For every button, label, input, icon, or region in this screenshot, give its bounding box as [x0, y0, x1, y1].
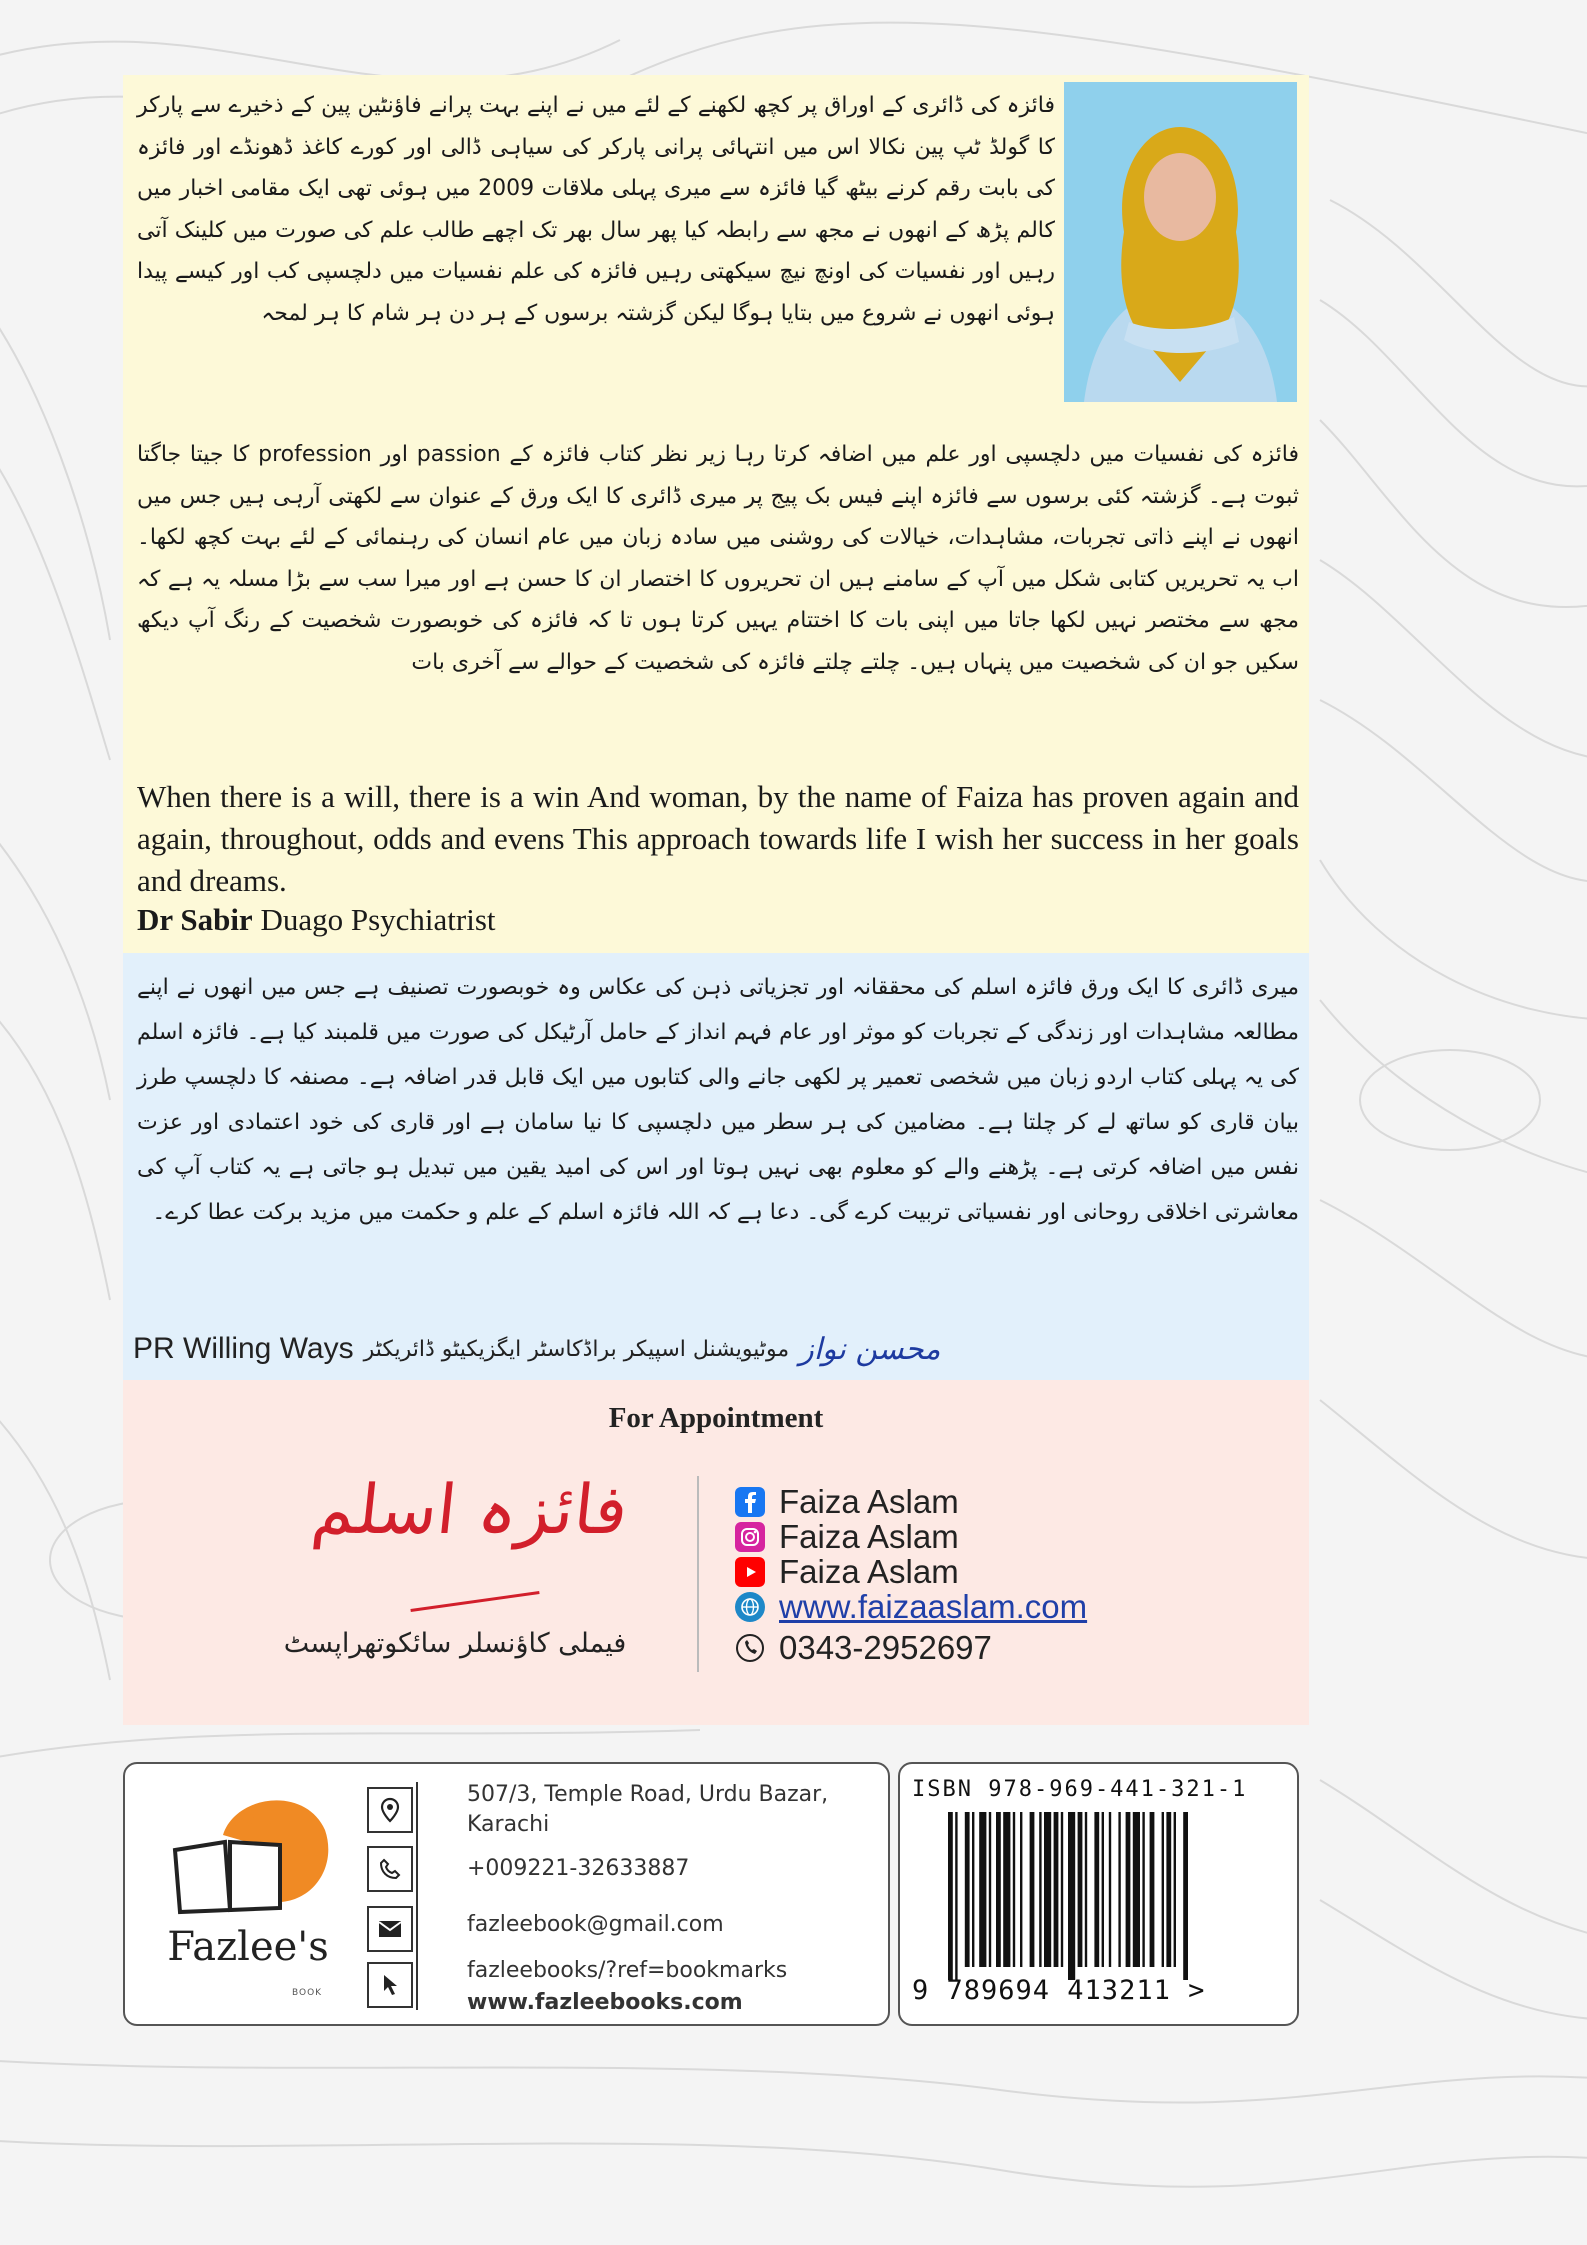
- website-contact[interactable]: [735, 1589, 1087, 1625]
- english-quote-signature: [137, 902, 1299, 938]
- facebook-label: Faiza Aslam: [779, 1483, 959, 1520]
- publisher-facebook-path[interactable]: fazleebooks/?ref=bookmarks: [467, 1958, 788, 1983]
- review-signature-title: موٹیویشنل اسپیکر براڈکاسٹر ایگزیکیٹو ڈائریکٹر: [363, 1336, 790, 1362]
- contact-divider: [697, 1476, 699, 1672]
- instagram-contact[interactable]: [735, 1519, 959, 1555]
- phone-contact[interactable]: [735, 1630, 992, 1666]
- barcode-graphic: [946, 1812, 1276, 1980]
- review-signature-name: محسن نواز: [799, 1331, 941, 1367]
- publisher-address-line1: 507/3, Temple Road, Urdu Bazar,: [467, 1782, 829, 1807]
- instagram-icon: [735, 1522, 765, 1552]
- review-paragraph: میری ڈائری کا ایک ورق فائزہ اسلم کی محققانہ اور تجزیاتی ذہن کی عکاس وہ خوبصورت تصنیف ہے جس میں انھوں نے اپنے مطالعہ مشاہدات اور زندگی کے تجربات کو موثر اور عام فہم انداز کے حامل آرٹیکل کی صورت میں قلمبند کیا ہے۔ فائزہ اسلم کی یہ پہلی کتاب اردو زبان میں شخصی تعمیر پر لکھی جانے والی کتابوں میں ایک قابل قدر اضافہ ہے۔ مصنفہ کا دلچسپ طرز بیان قاری کو ساتھ لے کر چلتا ہے۔ مضامین کی ہر سطر میں دلچسپی کا نیا سامان ہے اور قاری کی خود اعتمادی اور عزت نفس میں اضافہ کرتی ہے۔ پڑھنے والے کو معلوم بھی نہیں ہوتا اور اس کی امید یقین میں تبدیل ہو جاتی ہے یہ کتاب آپ کی معاشرتی اخلاقی روحانی اور نفسیاتی تربیت کرے گی۔ دعا ہے کہ اللہ فائزہ اسلم کے علم و حکمت میں مزید برکت عطا کرے۔: [137, 975, 1299, 1225]
- brand-logo-name: فائزہ اسلم: [308, 1471, 632, 1550]
- facebook-icon: [735, 1487, 765, 1517]
- publisher-name: Fazlee's: [167, 1924, 329, 1970]
- publisher-email[interactable]: fazleebook@gmail.com: [467, 1912, 724, 1937]
- foreword-paragraph-1: فائزہ کی ڈائری کے اوراق پر کچھ لکھنے کے لئے میں نے اپنے بہت پرانے فاؤنٹین پین کے ذخیرے سے پارکر کا گولڈ ٹپ پین نکالا اس میں انتہائی پرانی پارکر کی سیاہی ڈالی اور کورے کاغذ ڈھونڈے اور فائزہ کی بابت رقم کرنے بیٹھ گیا فائزہ سے میری پہلی ملاقات 2009 میں ہوئی تھی ایک مقامی اخبار میں کالم پڑھ کے انھوں نے مجھ سے رابطہ کیا پھر سال بھر تک اچھے طالب علم کی صورت میں کلینک آتی رہیں اور نفسیات کی اونچ نیچ سیکھتی رہیں فائزہ کی علم نفسیات میں دلچسپی کب اور کیسے پیدا ہوئی انھوں نے شروع میں بتایا ہوگا لیکن گزشتہ برسوں کے ہر دن ہر شام کا ہر لمحہ: [137, 93, 1055, 326]
- instagram-label: Faiza Aslam: [779, 1518, 959, 1555]
- signature-title: Duago Psychiatrist: [260, 902, 496, 937]
- isbn-digits: 9 789694 413211 >: [912, 1975, 1206, 2006]
- publisher-divider: [416, 1782, 418, 2010]
- website-link[interactable]: www.faizaaslam.com: [779, 1588, 1088, 1625]
- review-signature-org: PR Willing Ways: [133, 1332, 354, 1365]
- mail-icon: [367, 1906, 413, 1952]
- english-quote: When there is a will, there is a win And woman, by the name of Faiza has proven again and again, throughout, odds and evens This approach towards life I wish her success in her goals and dreams.: [137, 779, 1299, 898]
- publisher-name-sub: BOOK: [292, 1988, 323, 1998]
- youtube-label: Faiza Aslam: [779, 1553, 959, 1590]
- youtube-contact[interactable]: [735, 1554, 959, 1590]
- signature-name: Dr Sabir: [137, 902, 253, 937]
- author-photo: [1064, 82, 1297, 402]
- publisher-logo-icon: [165, 1790, 335, 1920]
- location-icon: [367, 1787, 413, 1833]
- brand-logo-tagline: فیملی کاؤنسلر سائکوتھراپسٹ: [283, 1628, 627, 1659]
- appointment-title: For Appointment: [608, 1402, 824, 1434]
- phone-label: 0343-2952697: [779, 1629, 992, 1666]
- publisher-website[interactable]: www.fazleebooks.com: [467, 1990, 743, 2015]
- youtube-icon: [735, 1557, 765, 1587]
- publisher-phone: +009221-32633887: [467, 1856, 690, 1881]
- phone-icon: [367, 1846, 413, 1892]
- cursor-icon: [367, 1962, 413, 2008]
- foreword-paragraph-2: فائزہ کی نفسیات میں دلچسپی اور علم میں اضافہ کرتا رہا زیر نظر کتاب فائزہ کے passion اور profession کا جیتا جاگتا ثبوت ہے۔ گزشتہ کئی برسوں سے فائزہ اپنے فیس بک پیج پر میری ڈائری کا ایک ورق کے عنوان سے لکھتی آرہی ہیں جس میں انھوں نے اپنے ذاتی تجربات، مشاہدات، خیالات کی روشنی میں سادہ زبان میں عام انسان کی رہنمائی کے لئے بہت کچھ لکھا۔ اب یہ تحریریں کتابی شکل میں آپ کے سامنے ہیں ان تحریروں کا اختصار ان کا حسن ہے اور میرا سب سے بڑا مسلہ یہ ہے کہ مجھ سے مختصر نہیں لکھا جاتا میں اپنی بات کا اختتام یہیں کرتا ہوں تا کہ فائزہ کی خوبصورت شخصیت کے رنگ آپ دیکھ سکیں جو ان کی شخصیت میں پنہاں ہیں۔ چلتے چلتے فائزہ کی شخصیت کے حوالے سے آخری بات: [137, 442, 1299, 675]
- isbn-label: ISBN 978-969-441-321-1: [912, 1777, 1248, 1802]
- facebook-contact[interactable]: [735, 1484, 959, 1520]
- review-signature: [133, 1325, 1303, 1373]
- phone-icon: [735, 1633, 765, 1663]
- publisher-address-line2: Karachi: [467, 1812, 550, 1837]
- globe-icon: [735, 1592, 765, 1622]
